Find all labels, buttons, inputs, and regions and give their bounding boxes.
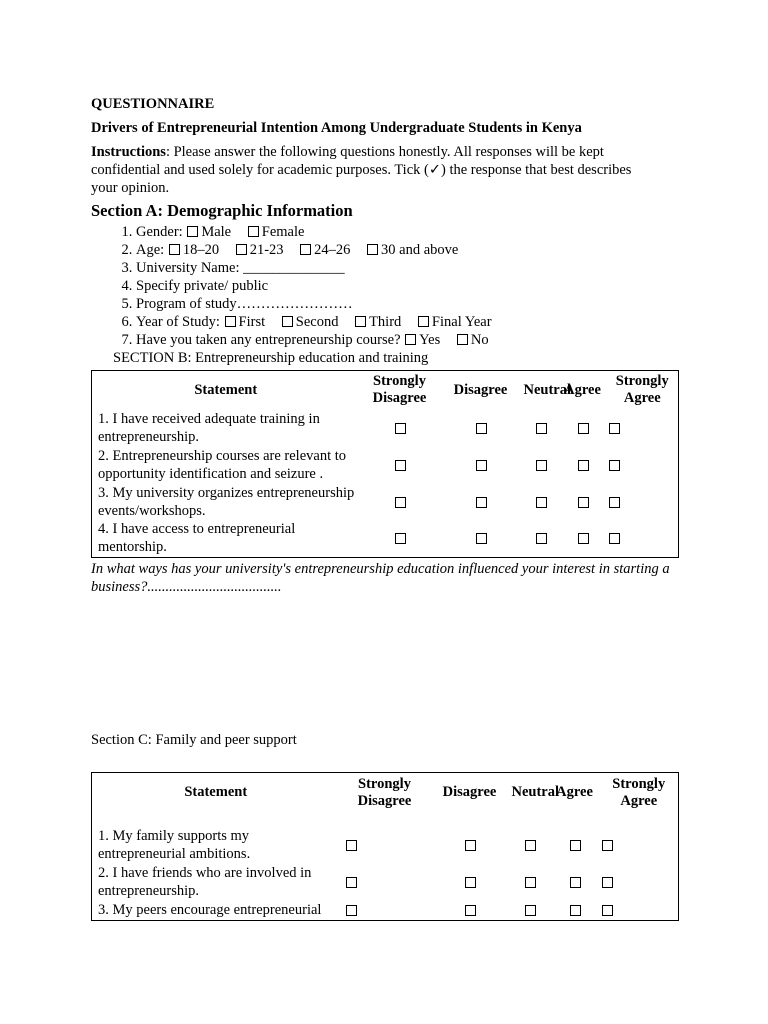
checkbox-disagree[interactable] bbox=[465, 877, 476, 888]
checkbox-strongly-disagree[interactable] bbox=[395, 497, 406, 508]
checkbox-year-second[interactable] bbox=[282, 316, 293, 327]
checkbox-disagree[interactable] bbox=[476, 423, 487, 434]
checkbox-strongly-agree[interactable] bbox=[602, 905, 613, 916]
statement-cell: 1. My family supports my entrepreneurial ambitions. bbox=[98, 828, 251, 862]
section-c-header-row bbox=[92, 773, 679, 813]
open-question-b: In what ways has your university's entrepreneurship education influenced your interest in starting a business?..................................... bbox=[91, 560, 670, 595]
table-row bbox=[92, 520, 679, 557]
checkbox-neutral[interactable] bbox=[536, 460, 547, 471]
checkbox-agree[interactable] bbox=[578, 533, 589, 544]
checkbox-disagree[interactable] bbox=[476, 533, 487, 544]
checkbox-course-no[interactable] bbox=[457, 334, 468, 345]
header-neutral: Neutral bbox=[511, 784, 560, 801]
section-b-table bbox=[91, 370, 679, 558]
table-row bbox=[92, 409, 679, 446]
checkbox-neutral[interactable] bbox=[525, 840, 536, 851]
checkbox-agree[interactable] bbox=[578, 497, 589, 508]
table-row bbox=[92, 827, 679, 864]
checkbox-strongly-disagree[interactable] bbox=[346, 905, 357, 916]
checkbox-strongly-agree[interactable] bbox=[609, 460, 620, 471]
checkbox-strongly-agree[interactable] bbox=[609, 533, 620, 544]
checkbox-agree[interactable] bbox=[578, 423, 589, 434]
header-disagree: Disagree bbox=[453, 381, 508, 398]
checkbox-strongly-agree[interactable] bbox=[609, 497, 620, 508]
checkbox-age-30-above[interactable] bbox=[367, 244, 378, 255]
checkbox-strongly-disagree[interactable] bbox=[346, 877, 357, 888]
document-subtitle: Drivers of Entrepreneurial Intention Among Undergraduate Students in Kenya bbox=[91, 120, 582, 136]
question-year: 6. Year of Study: First Second Third Final Year bbox=[136, 313, 681, 331]
header-strongly-disagree: Strongly Disagree bbox=[357, 775, 412, 809]
checkbox-disagree[interactable] bbox=[476, 460, 487, 471]
statement-cell: 1. I have received adequate training in entrepreneurship. bbox=[98, 410, 320, 445]
header-disagree: Disagree bbox=[442, 784, 497, 801]
checkbox-strongly-agree[interactable] bbox=[609, 423, 620, 434]
checkbox-course-yes[interactable] bbox=[405, 334, 416, 345]
question-private-public: 4. Specify private/ public bbox=[136, 277, 681, 295]
header-statement: Statement bbox=[184, 784, 248, 801]
checkbox-disagree[interactable] bbox=[465, 840, 476, 851]
section-a-heading: Section A: Demographic Information bbox=[91, 201, 353, 220]
checkbox-strongly-disagree[interactable] bbox=[395, 533, 406, 544]
checkbox-year-final[interactable] bbox=[418, 316, 429, 327]
table-row bbox=[92, 483, 679, 520]
table-row bbox=[92, 864, 679, 901]
demographic-questions bbox=[91, 223, 681, 349]
checkbox-disagree[interactable] bbox=[476, 497, 487, 508]
checkbox-agree[interactable] bbox=[570, 877, 581, 888]
statement-cell: 3. My peers encourage entrepreneurial bbox=[98, 902, 322, 919]
checkbox-male[interactable] bbox=[187, 226, 198, 237]
checkbox-neutral[interactable] bbox=[536, 533, 547, 544]
question-course: 7. Have you taken any entrepreneurship course? Yes No bbox=[136, 331, 681, 349]
statement-cell: 3. My university organizes entrepreneurship events/workshops. bbox=[98, 484, 355, 519]
question-age: 2. Age: 18–20 21-23 24–26 30 and above bbox=[136, 241, 681, 259]
table-row bbox=[92, 901, 679, 921]
checkbox-agree[interactable] bbox=[578, 460, 589, 471]
checkbox-year-first[interactable] bbox=[225, 316, 236, 327]
checkbox-neutral[interactable] bbox=[525, 877, 536, 888]
statement-cell: 2. I have friends who are involved in entrepreneurship. bbox=[98, 865, 312, 899]
checkbox-neutral[interactable] bbox=[525, 905, 536, 916]
checkbox-neutral[interactable] bbox=[536, 423, 547, 434]
statement-cell: 2. Entrepreneurship courses are relevant to opportunity identification and seizure . bbox=[98, 447, 347, 482]
header-strongly-disagree: Strongly Disagree bbox=[372, 373, 427, 406]
checkbox-strongly-disagree[interactable] bbox=[346, 840, 357, 851]
questionnaire-page bbox=[91, 95, 681, 919]
section-b-header-row bbox=[92, 371, 679, 410]
checkbox-agree[interactable] bbox=[570, 905, 581, 916]
checkbox-strongly-agree[interactable] bbox=[602, 877, 613, 888]
section-b-heading: SECTION B: Entrepreneurship education and training bbox=[113, 350, 429, 366]
checkbox-strongly-disagree[interactable] bbox=[395, 460, 406, 471]
section-c-table bbox=[91, 772, 679, 921]
header-agree: Agree bbox=[564, 381, 601, 398]
header-neutral: Neutral bbox=[523, 381, 572, 398]
section-c-heading: Section C: Family and peer support bbox=[91, 732, 297, 748]
instructions-text: : Please answer the following questions honestly. All responses will be kept confidential and used solely for academic purposes. Tick (✓) the response that best describes your opinion. bbox=[91, 144, 632, 196]
question-university-name: 3. University Name: ______________ bbox=[136, 259, 681, 277]
checkbox-strongly-agree[interactable] bbox=[602, 840, 613, 851]
header-strongly-agree: Strongly Agree bbox=[615, 373, 669, 406]
instructions-label: Instructions bbox=[91, 144, 166, 160]
header-statement: Statement bbox=[194, 381, 258, 398]
statement-cell: 4. I have access to entrepreneurial mentorship. bbox=[98, 521, 296, 556]
checkbox-neutral[interactable] bbox=[536, 497, 547, 508]
checkbox-disagree[interactable] bbox=[465, 905, 476, 916]
checkbox-age-21-23[interactable] bbox=[236, 244, 247, 255]
header-agree: Agree bbox=[556, 784, 593, 801]
checkbox-agree[interactable] bbox=[570, 840, 581, 851]
document-title: QUESTIONNAIRE bbox=[91, 96, 215, 112]
table-row bbox=[92, 446, 679, 483]
checkbox-age-24-26[interactable] bbox=[300, 244, 311, 255]
checkbox-year-third[interactable] bbox=[355, 316, 366, 327]
checkbox-female[interactable] bbox=[248, 226, 259, 237]
checkbox-strongly-disagree[interactable] bbox=[395, 423, 406, 434]
question-gender: 1. Gender: Male Female bbox=[136, 223, 681, 241]
header-strongly-agree: Strongly Agree bbox=[612, 775, 666, 809]
instructions bbox=[91, 143, 661, 197]
checkbox-age-18-20[interactable] bbox=[169, 244, 180, 255]
question-program: 5. Program of study…………………… bbox=[136, 295, 681, 313]
